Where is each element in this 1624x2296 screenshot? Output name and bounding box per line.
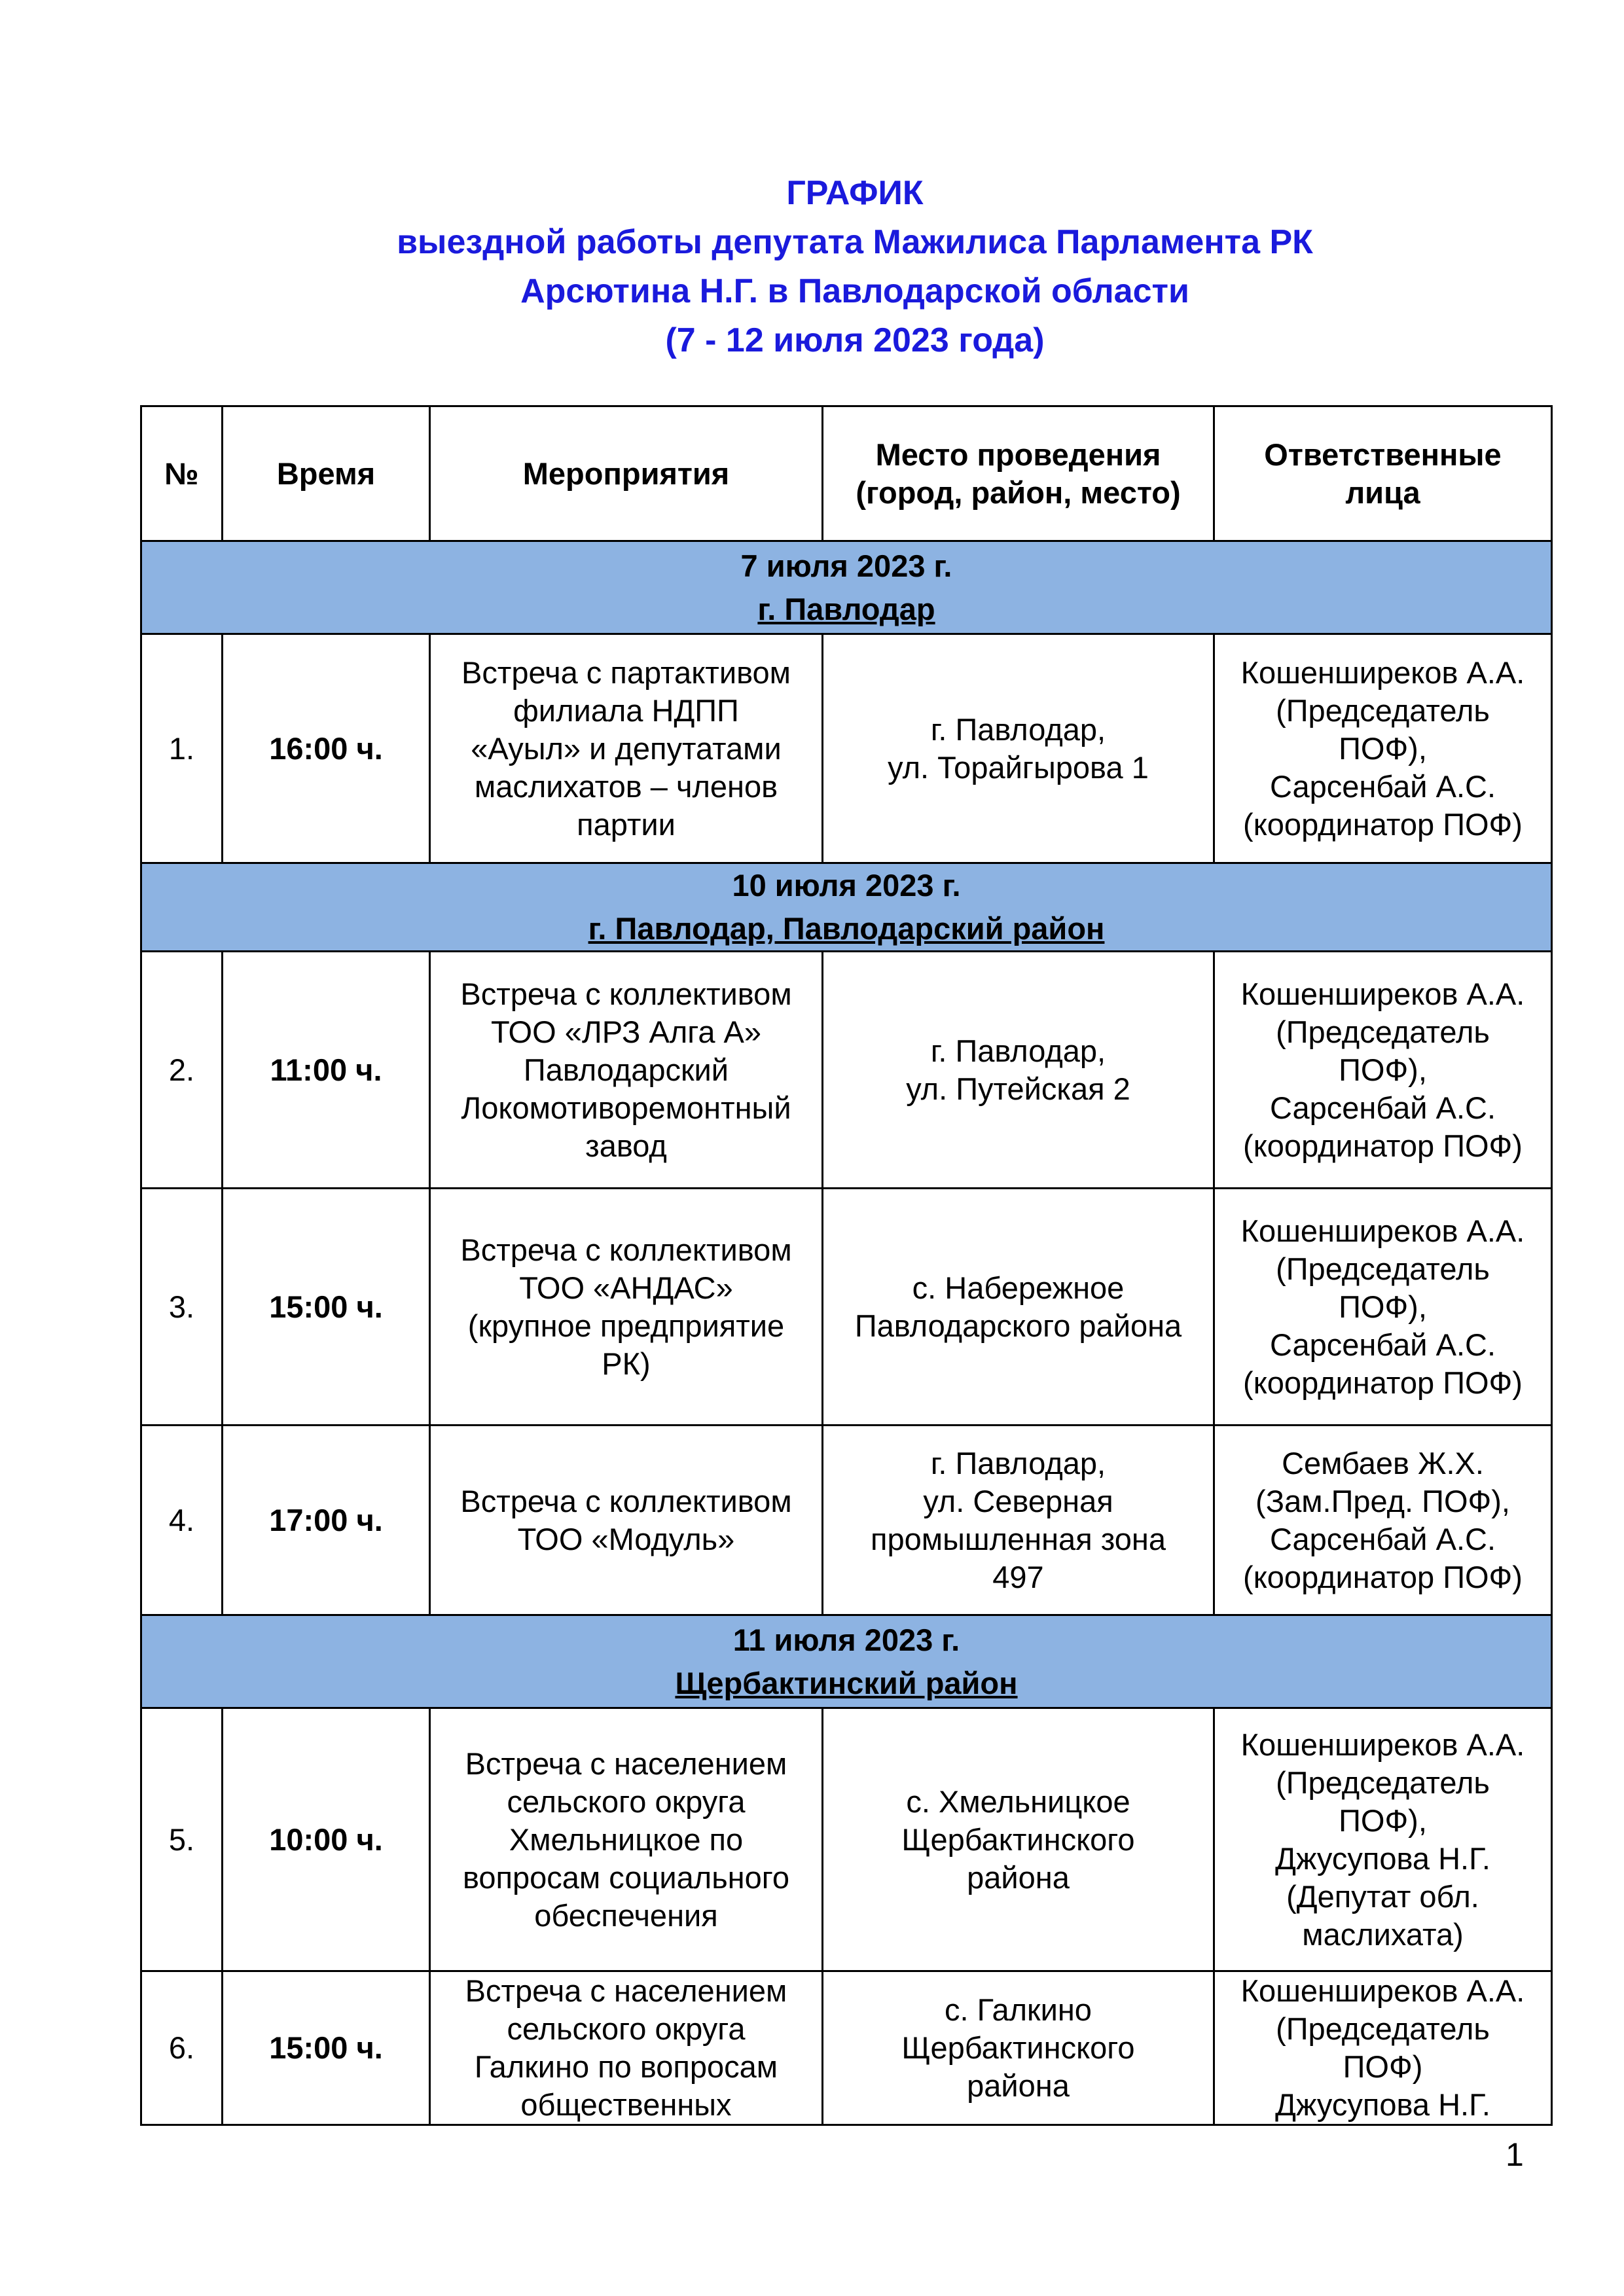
row-time: 15:00 ч. <box>223 1971 430 2125</box>
row-responsible <box>1214 1189 1552 1426</box>
row-place <box>823 1971 1214 2125</box>
row-event-line: Встреча с коллективом <box>460 1483 792 1518</box>
row-responsible <box>1214 1971 1552 2125</box>
row-responsible-line: Сарсенбай А.С. <box>1269 1090 1496 1125</box>
row-place-line: ул. Северная <box>923 1483 1113 1518</box>
title-line-2: выездной работы депутата Мажилиса Парламента РК <box>397 223 1313 261</box>
row-number: 3. <box>141 1189 223 1426</box>
row-event <box>430 634 823 863</box>
row-event-line: вопросам социального <box>462 1859 790 1895</box>
row-responsible-line: Сарсенбай А.С. <box>1269 768 1496 804</box>
header-place-line-2: (город, район, место) <box>856 475 1181 510</box>
row-responsible-line: Кошенширеков А.А. <box>1240 1727 1525 1762</box>
row-event-line: ТОО «Модуль» <box>517 1521 735 1556</box>
day-header-row <box>141 863 1552 952</box>
row-responsible-line: (координатор ПОФ) <box>1243 1559 1523 1594</box>
day-date: 10 июля 2023 г. <box>732 868 961 903</box>
row-place <box>823 1708 1214 1971</box>
table-row <box>141 634 1552 863</box>
day-header-row <box>141 541 1552 634</box>
row-place-line: района <box>967 1859 1070 1895</box>
day-header <box>141 863 1552 952</box>
row-responsible <box>1214 634 1552 863</box>
row-event-line: Встреча с коллективом <box>460 976 792 1011</box>
day-date: 11 июля 2023 г. <box>732 1622 960 1657</box>
row-number: 6. <box>141 1971 223 2125</box>
row-place-line: г. Павлодар, <box>930 1033 1106 1068</box>
row-place-line: ул. Торайгырова 1 <box>888 749 1149 785</box>
row-event-line: филиала НДПП <box>513 692 739 728</box>
row-event-line: Встреча с коллективом <box>460 1232 792 1267</box>
row-place-line: района <box>967 2068 1070 2103</box>
row-responsible-line: (координатор ПОФ) <box>1243 1128 1523 1163</box>
header-event: Мероприятия <box>430 406 823 541</box>
schedule-table <box>140 405 1553 2126</box>
row-event-line: сельского округа <box>507 1784 746 1819</box>
row-responsible-line: (координатор ПОФ) <box>1243 1365 1523 1400</box>
row-number: 1. <box>141 634 223 863</box>
header-responsible-line-2: лица <box>1345 475 1420 510</box>
row-responsible-line: Сарсенбай А.С. <box>1269 1521 1496 1556</box>
row-responsible <box>1214 1708 1552 1971</box>
row-event-line: завод <box>585 1128 667 1163</box>
day-location: г. Павлодар, Павлодарский район <box>588 911 1105 946</box>
table-row <box>141 1426 1552 1615</box>
row-time: 16:00 ч. <box>223 634 430 863</box>
row-event-line: общественных <box>520 2087 732 2122</box>
row-event-line: Галкино по вопросам <box>474 2049 778 2084</box>
row-event-line: Павлодарский <box>523 1052 729 1087</box>
row-responsible-line: (координатор ПОФ) <box>1243 806 1523 842</box>
row-event-line: Встреча с партактивом <box>461 655 791 690</box>
header-responsible-line-1: Ответственные <box>1264 437 1502 472</box>
table-row <box>141 1708 1552 1971</box>
row-number: 5. <box>141 1708 223 1971</box>
row-responsible-line: (Председатель <box>1276 1251 1490 1286</box>
row-event-line: ТОО «ЛРЗ Алга А» <box>490 1014 762 1049</box>
table-row <box>141 952 1552 1189</box>
row-place <box>823 1189 1214 1426</box>
day-header <box>141 1615 1552 1708</box>
row-place-line: с. Хмельницкое <box>906 1784 1130 1819</box>
row-place-line: Павлодарского района <box>854 1308 1182 1343</box>
row-event-line: Хмельницкое по <box>509 1821 744 1857</box>
row-place <box>823 634 1214 863</box>
row-event-line: Встреча с населением <box>465 1973 787 2008</box>
row-place <box>823 952 1214 1189</box>
title-line-1: ГРАФИК <box>786 174 924 212</box>
title-line-4: (7 - 12 июля 2023 года) <box>665 321 1045 359</box>
row-responsible-line: Сарсенбай А.С. <box>1269 1327 1496 1362</box>
page-number: 1 <box>1506 2136 1524 2173</box>
day-header <box>141 541 1552 634</box>
row-event-line: (крупное предприятие <box>467 1308 785 1343</box>
row-event-line: РК) <box>602 1346 651 1381</box>
row-responsible-line: ПОФ), <box>1339 1289 1427 1324</box>
row-responsible-line: Кошенширеков А.А. <box>1240 976 1525 1011</box>
header-place-line-1: Место проведения <box>875 437 1161 472</box>
row-event <box>430 1426 823 1615</box>
row-responsible-line: ПОФ), <box>1339 1052 1427 1087</box>
header-place <box>823 406 1214 541</box>
row-event-line: партии <box>577 806 676 842</box>
row-responsible-line: ПОФ) <box>1343 2049 1423 2084</box>
day-location: г. Павлодар <box>757 591 935 626</box>
row-place-line: промышленная зона <box>871 1521 1166 1556</box>
day-header-row <box>141 1615 1552 1708</box>
header-number: № <box>141 406 223 541</box>
row-responsible-line: Джусупова Н.Г. <box>1275 1840 1490 1876</box>
row-responsible-line: Кошенширеков А.А. <box>1240 655 1525 690</box>
row-event-line: Локомотиворемонтный <box>461 1090 791 1125</box>
table-row <box>141 1971 1552 2125</box>
header-responsible <box>1214 406 1552 541</box>
row-place-line: ул. Путейская 2 <box>906 1071 1130 1106</box>
row-responsible-line: ПОФ), <box>1339 1803 1427 1838</box>
day-location: Щербактинский район <box>675 1665 1018 1700</box>
row-event-line: сельского округа <box>507 2011 746 2046</box>
row-responsible-line: (Председатель <box>1276 2011 1490 2046</box>
table-row <box>141 1189 1552 1426</box>
document-title <box>0 169 1624 365</box>
row-place <box>823 1426 1214 1615</box>
row-place-line: г. Павлодар, <box>930 711 1106 747</box>
row-responsible-line: (Председатель <box>1276 1765 1490 1800</box>
header-time: Время <box>223 406 430 541</box>
row-event-line: ТОО «АНДАС» <box>519 1270 733 1305</box>
row-event <box>430 1708 823 1971</box>
row-event <box>430 1189 823 1426</box>
table-header-row <box>141 406 1552 541</box>
row-responsible-line: Сембаев Ж.Х. <box>1282 1445 1484 1480</box>
row-responsible-line: (Председатель <box>1276 1014 1490 1049</box>
row-responsible-line: (Председатель <box>1276 692 1490 728</box>
day-date: 7 июля 2023 г. <box>740 548 952 583</box>
row-event-line: «Ауыл» и депутатами <box>471 730 782 766</box>
row-responsible-line: (Депутат обл. <box>1286 1878 1479 1914</box>
row-event-line: Встреча с населением <box>465 1746 787 1781</box>
row-time: 17:00 ч. <box>223 1426 430 1615</box>
row-responsible-line: Кошенширеков А.А. <box>1240 1973 1525 2008</box>
title-line-3: Арсютина Н.Г. в Павлодарской области <box>520 272 1189 310</box>
row-responsible-line: Джусупова Н.Г. <box>1275 2087 1490 2122</box>
row-responsible-line: (Зам.Пред. ПОФ), <box>1255 1483 1510 1518</box>
row-place-line: 497 <box>992 1559 1044 1594</box>
row-place-line: Щербактинского <box>901 1821 1135 1857</box>
row-time: 15:00 ч. <box>223 1189 430 1426</box>
row-responsible-line: ПОФ), <box>1339 730 1427 766</box>
row-event-line: обеспечения <box>534 1897 718 1933</box>
row-number: 4. <box>141 1426 223 1615</box>
row-responsible <box>1214 1426 1552 1615</box>
row-place-line: Щербактинского <box>901 2030 1135 2065</box>
row-place-line: с. Галкино <box>945 1992 1092 2027</box>
row-number: 2. <box>141 952 223 1189</box>
row-responsible <box>1214 952 1552 1189</box>
row-responsible-line: Кошенширеков А.А. <box>1240 1213 1525 1248</box>
row-place-line: с. Набережное <box>912 1270 1125 1305</box>
row-event-line: маслихатов – членов <box>474 768 778 804</box>
row-event <box>430 952 823 1189</box>
row-responsible-line: маслихата) <box>1302 1916 1464 1952</box>
row-place-line: г. Павлодар, <box>930 1445 1106 1480</box>
row-event <box>430 1971 823 2125</box>
row-time: 10:00 ч. <box>223 1708 430 1971</box>
row-time: 11:00 ч. <box>223 952 430 1189</box>
